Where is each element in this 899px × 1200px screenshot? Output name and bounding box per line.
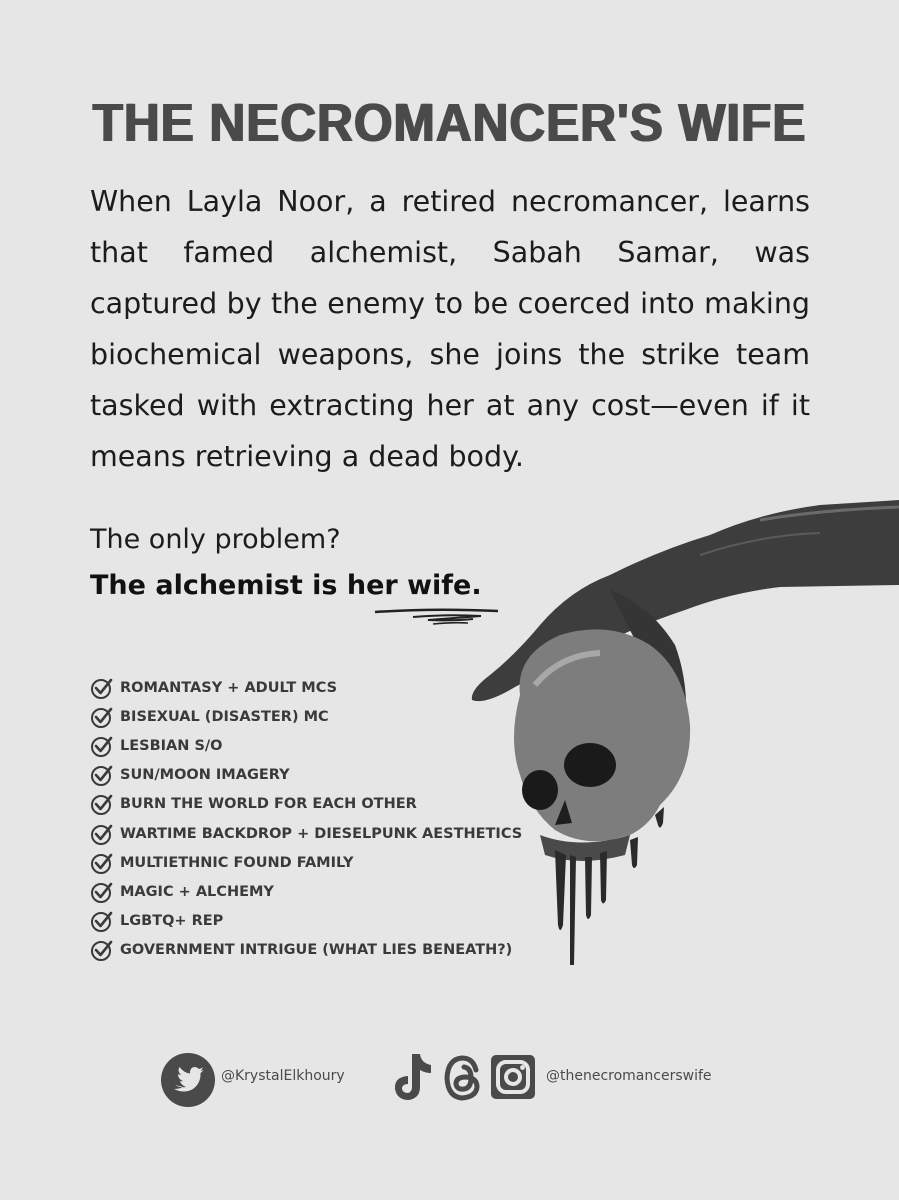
tiktok-icon[interactable] [388,1052,436,1104]
check-circle-icon [90,763,114,787]
hook-question: The only problem? [90,524,341,555]
check-circle-icon [90,851,114,875]
hook-answer: The alchemist is her wife. [90,570,482,601]
list-item: LESBIAN S/O [90,731,522,760]
list-item: BISEXUAL (DISASTER) MC [90,702,522,731]
check-circle-icon [90,676,114,700]
book-title: THE NECROMANCER'S WIFE [92,93,807,153]
instagram-icon[interactable] [490,1054,536,1100]
list-item: ROMANTASY + ADULT MCS [90,673,522,702]
book-blurb: When Layla Noor, a retired necromancer, learns that famed alchemist, Sabah Samar, was captured by the enemy to be coerced into making biochemical weapons, she joins the strike team tasked with extracting her at any cost—even if it means retrieving a dead body. [90,185,810,473]
check-circle-icon [90,734,114,758]
list-item: WARTIME BACKDROP + DIESELPUNK AESTHETICS [90,819,522,848]
social-handle[interactable]: @thenecromancerswife [546,1068,712,1084]
list-item: SUN/MOON IMAGERY [90,761,522,790]
skull-hand-illustration [460,495,899,965]
social-footer [0,1050,899,1110]
check-circle-icon [90,822,114,846]
threads-icon[interactable] [440,1052,486,1104]
list-item: MAGIC + ALCHEMY [90,877,522,906]
list-item: BURN THE WORLD FOR EACH OTHER [90,790,522,819]
check-circle-icon [90,909,114,933]
trope-checklist [90,673,522,965]
check-circle-icon [90,792,114,816]
check-circle-icon [90,880,114,904]
check-circle-icon [90,705,114,729]
twitter-handle[interactable]: @KrystalElkhoury [221,1068,345,1084]
twitter-icon[interactable] [160,1052,216,1108]
list-item: LGBTQ+ REP [90,907,522,936]
list-item: MULTIETHNIC FOUND FAMILY [90,848,522,877]
check-circle-icon [90,938,114,962]
list-item: GOVERNMENT INTRIGUE (WHAT LIES BENEATH?) [90,936,522,965]
